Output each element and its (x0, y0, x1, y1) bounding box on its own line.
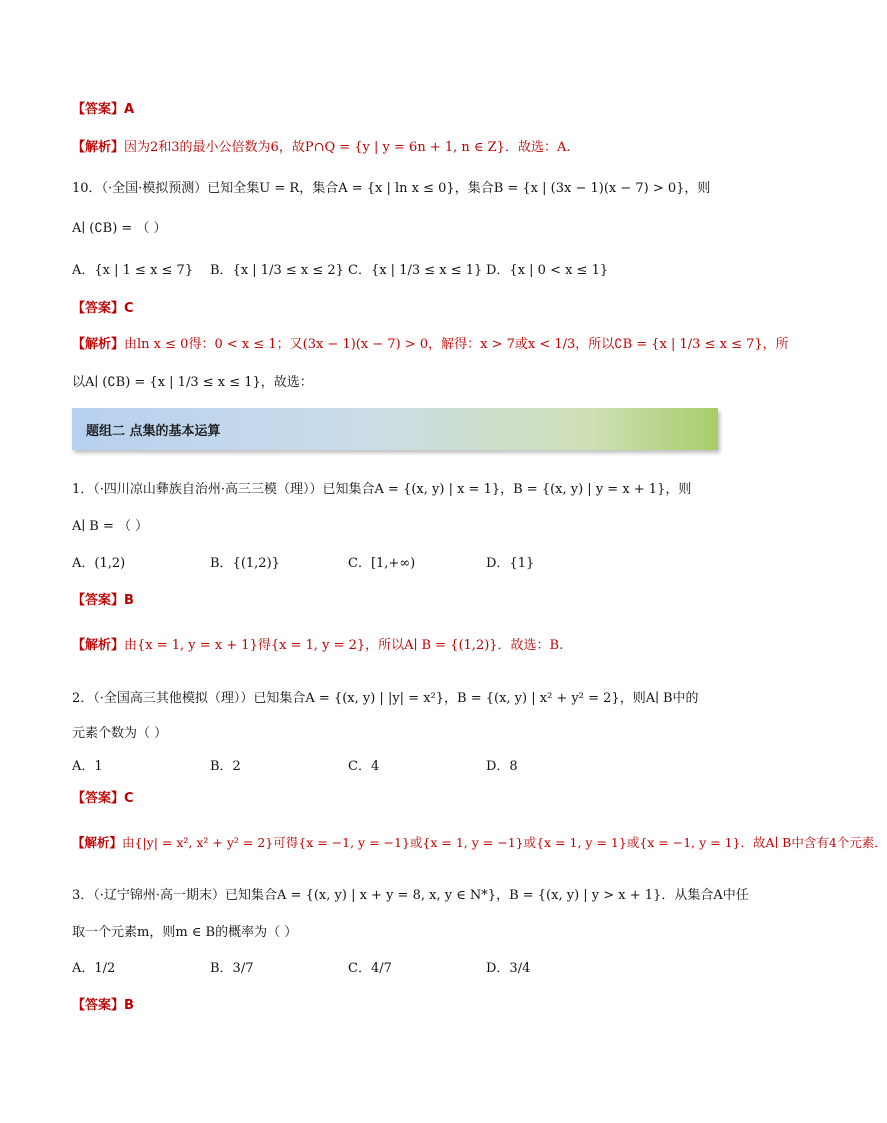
option-a: A．1 (72, 759, 103, 774)
option-a: A．{x | 1 ≤ x ≤ 7} (72, 263, 194, 278)
option-c: C．{x | 1/3 ≤ x ≤ 1} (348, 263, 483, 278)
option-a: A．(1,2) (72, 556, 126, 571)
option-c: C．4 (348, 759, 380, 774)
option-b: B．{(1,2)} (210, 556, 280, 571)
answer-label: 【答案】 (72, 998, 125, 1013)
section-title: 题组二 点集的基本运算 (86, 424, 221, 439)
explanation-label: 【解析】 (72, 835, 123, 850)
explanation-1 (72, 635, 734, 657)
answer-10 (72, 298, 734, 320)
question-3-stem: 3．（·辽宁锦州·高一期末）已知集合A = {(x, y) | x + y = 8, x, y ∈ N*}，B = {(x, y) | y > x + 1}．从集合A中任 (72, 888, 749, 903)
option-d: D．{x | 0 < x ≤ 1} (486, 263, 609, 278)
answer-label: 【答案】 (72, 102, 125, 117)
explanation-10-cont: 以A∣ (∁B) = {x | 1/3 ≤ x ≤ 1}，故选： (72, 375, 313, 390)
answer-value: A (124, 102, 135, 117)
answer-label: 【答案】 (72, 791, 125, 806)
answer-label: 【答案】 (72, 593, 125, 608)
question-10-stem: 10．（·全国·模拟预测）已知全集U = R，集合A = {x | ln x ≤ 0}，集合B = {x | (3x − 1)(x − 7) > 0}，则 (72, 181, 711, 196)
option-c: C．[1,+∞) (348, 556, 416, 571)
option-c: C．4/7 (348, 961, 392, 976)
question-2-stem: 2．（·全国高三其他模拟（理））已知集合A = {(x, y) | |y| = x²}，B = {(x, y) | x² + y² = 2}，则A∣ B中的 (72, 691, 699, 706)
answer-1 (72, 590, 734, 612)
answer-value: C (124, 791, 134, 806)
option-b: B．{x | 1/3 ≤ x ≤ 2} (210, 263, 344, 278)
answer-value: B (124, 593, 134, 608)
question-2-stem-2: 元素个数为（ ） (72, 726, 168, 741)
explanation-label: 【解析】 (72, 140, 125, 155)
answer-9 (72, 99, 734, 121)
explanation-text: 由{|y| = x², x² + y² = 2}可得{x = −1, y = −1}或{x = 1, y = −1}或{x = 1, y = 1}或{x = −1, y = 1}．故A∣ B中含有4个元素． (122, 835, 887, 850)
explanation-9 (72, 137, 734, 159)
answer-value: C (124, 301, 134, 316)
explanation-10 (72, 334, 789, 356)
explanation-text: 因为2和3的最小公倍数为6，故P∩Q = {y | y = 6n + 1, n ∈ Z}．故选：A. (124, 140, 571, 155)
option-d: D．{1} (486, 556, 535, 571)
question-10-stem-2: A∣ (∁B) = （ ） (72, 221, 167, 236)
answer-label: 【答案】 (72, 301, 125, 316)
option-d: D．3/4 (486, 961, 531, 976)
question-1-stem: 1．（·四川凉山彝族自治州·高三三模（理））已知集合A = {(x, y) | x = 1}，B = {(x, y) | y = x + 1}，则 (72, 482, 692, 497)
section-banner (72, 408, 718, 450)
question-3-stem-2: 取一个元素m，则m ∈ B的概率为（ ） (72, 925, 298, 940)
explanation-2 (72, 832, 887, 854)
answer-3 (72, 995, 734, 1017)
explanation-label: 【解析】 (72, 337, 125, 352)
explanation-text: 由ln x ≤ 0得：0 < x ≤ 1；又(3x − 1)(x − 7) > 0，解得：x > 7或x < 1/3，所以∁B = {x | 1/3 ≤ x ≤ 7}，所 (124, 337, 789, 352)
option-a: A．1/2 (72, 961, 116, 976)
option-b: B．2 (210, 759, 241, 774)
explanation-text: 由{x = 1, y = x + 1}得{x = 1, y = 2}，所以A∣ B = {(1,2)}．故选：B. (124, 638, 564, 653)
answer-2 (72, 788, 734, 810)
option-b: B．3/7 (210, 961, 254, 976)
question-1-stem-2: A∣ B = （ ） (72, 519, 149, 534)
option-d: D．8 (486, 759, 518, 774)
explanation-label: 【解析】 (72, 638, 125, 653)
answer-value: B (124, 998, 134, 1013)
